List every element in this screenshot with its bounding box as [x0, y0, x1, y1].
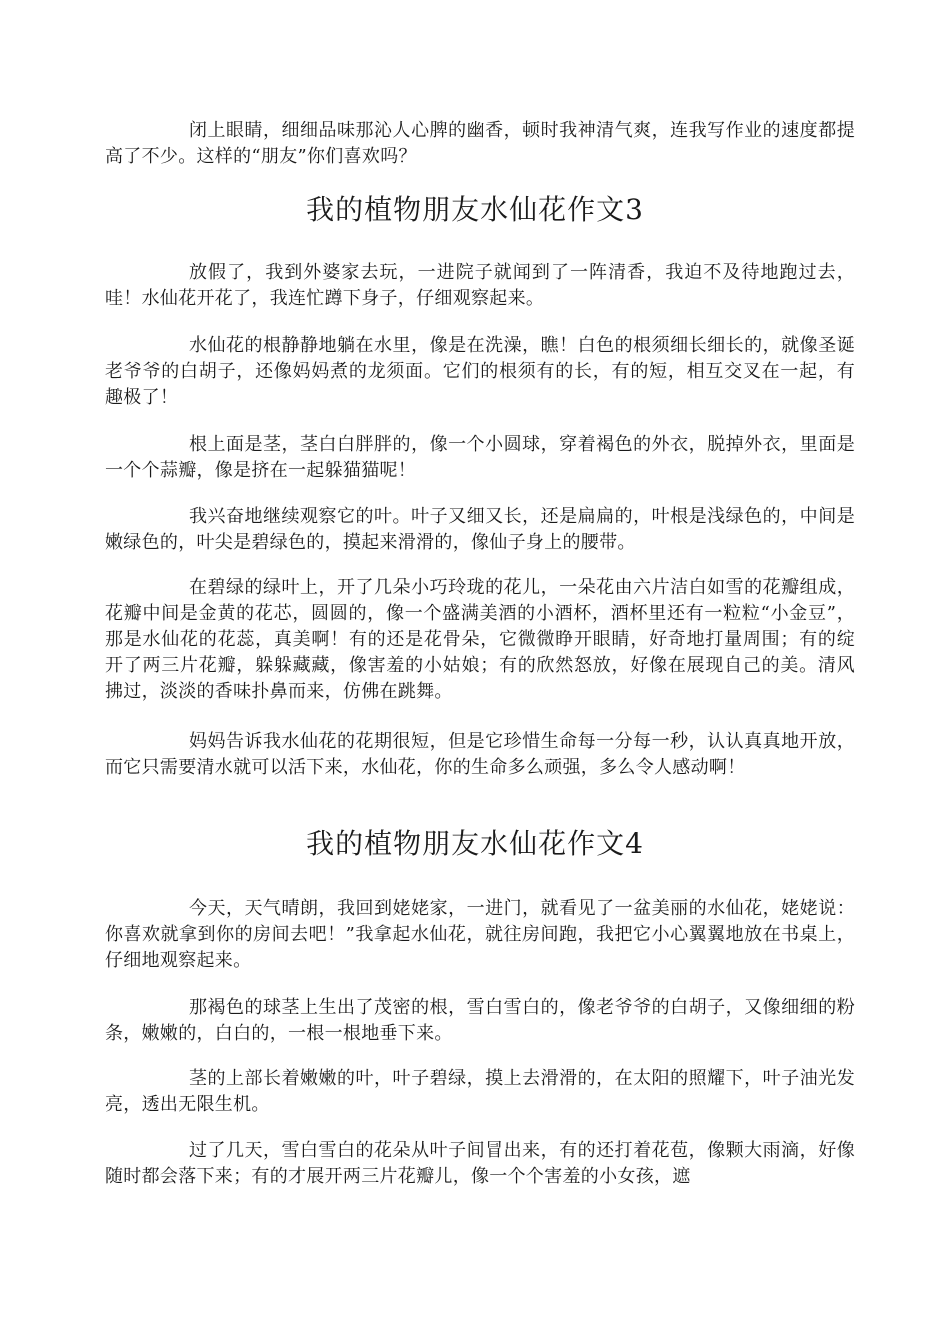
paragraph-essay3-6: 妈妈告诉我水仙花的花期很短，但是它珍惜生命每一分每一秒，认认真真地开放，而它只需要清水就可以活下来，水仙花，你的生命多么顽强，多么令人感动啊！: [105, 731, 855, 778]
essay-4-title: 我的植物朋友水仙花作文4: [306, 827, 644, 860]
paragraph-closing-essay-2: 闭上眼睛，细细品味那沁人心脾的幽香，顿时我神清气爽，连我写作业的速度都提高了不少。这样的“朋友”你们喜欢吗？: [105, 120, 855, 167]
paragraph-essay3-3: 根上面是茎，茎白白胖胖的，像一个小圆球，穿着褐色的外衣，脱掉外衣，里面是一个个蒜瓣，像是挤在一起躲猫猫呢！: [105, 434, 855, 481]
paragraph-essay3-2: 水仙花的根静静地躺在水里，像是在洗澡，瞧！白色的根须细长细长的，就像圣诞老爷爷的白胡子，还像妈妈煮的龙须面。它们的根须有的长，有的短，相互交叉在一起，有趣极了！: [105, 335, 855, 408]
essay-3-title: 我的植物朋友水仙花作文3: [306, 193, 644, 226]
paragraph-essay3-1: 放假了，我到外婆家去玩，一进院子就闻到了一阵清香，我迫不及待地跑过去，哇！水仙花开花了，我连忙蹲下身子，仔细观察起来。: [105, 262, 855, 309]
paragraph-essay4-3: 茎的上部长着嫩嫩的叶，叶子碧绿，摸上去滑滑的，在太阳的照耀下，叶子油光发亮，透出无限生机。: [105, 1068, 855, 1115]
paragraph-essay3-4: 我兴奋地继续观察它的叶。叶子又细又长，还是扁扁的，叶根是浅绿色的，中间是嫩绿色的，叶尖是碧绿色的，摸起来滑滑的，像仙子身上的腰带。: [105, 506, 855, 553]
paragraph-essay3-5: 在碧绿的绿叶上，开了几朵小巧玲珑的花儿，一朵花由六片洁白如雪的花瓣组成，花瓣中间是金黄的花芯，圆圆的，像一个盛满美酒的小酒杯，酒杯里还有一粒粒“小金豆”，那是水仙花的花蕊，真美啊！有的还是花骨朵，它微微睁开眼睛，好奇地打量周围；有的绽开了两三片花瓣，躲躲藏藏，像害羞的小姑娘；有的欣然怒放，好像在展现自己的美。清风拂过，淡淡的香味扑鼻而来，仿佛在跳舞。: [105, 577, 855, 702]
paragraph-essay4-4: 过了几天，雪白雪白的花朵从叶子间冒出来，有的还打着花苞，像颗大雨滴，好像随时都会落下来；有的才展开两三片花瓣儿，像一个个害羞的小女孩，遮: [105, 1140, 855, 1187]
paragraph-essay4-2: 那褐色的球茎上生出了茂密的根，雪白雪白的，像老爷爷的白胡子，又像细细的粉条，嫩嫩的，白白的，一根一根地垂下来。: [105, 997, 855, 1044]
paragraph-essay4-1: 今天，天气晴朗，我回到姥姥家，一进门，就看见了一盆美丽的水仙花，姥姥说：你喜欢就拿到你的房间去吧！”我拿起水仙花，就往房间跑，我把它小心翼翼地放在书桌上，仔细地观察起来。: [105, 898, 855, 971]
